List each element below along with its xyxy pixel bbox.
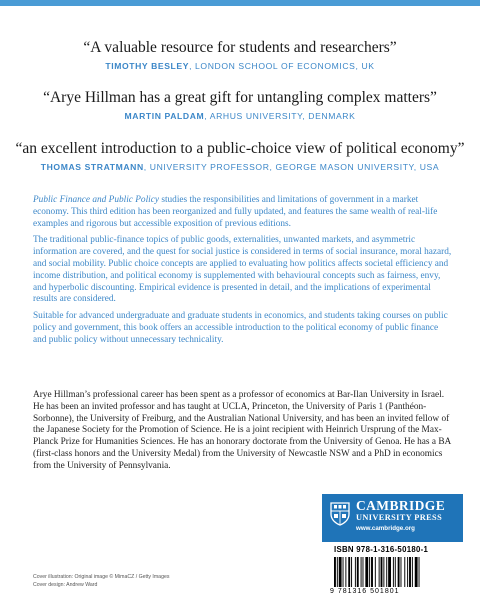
cover-credits — [33, 573, 233, 589]
quote-attribution — [0, 110, 480, 122]
quote-author: THOMAS STRATMANN — [40, 162, 144, 172]
description-paragraph: The traditional public-finance topics of public goods, externalities, unwanted markets, and asymmetric information are covered, and the quest for social justice is considered in terms of social insurance, moral hazard, and social mobility. Public choice concepts are applied to evaluating how politics affects societal efficiency and income distribution, and political economy is supplemented with behavioural concepts such as fairness, envy, and hyperbolic discounting. Empirical evidence is presented in detail, and the implications of experimental results are considered. — [33, 235, 452, 305]
quote-affiliation: , ARHUS UNIVERSITY, DENMARK — [204, 111, 356, 121]
quote-affiliation: , UNIVERSITY PROFESSOR, GEORGE MASON UNIVERSITY, USA — [143, 162, 440, 172]
quote-author: MARTIN PALDAM — [124, 111, 205, 121]
publisher-subname: UNIVERSITY PRESS — [356, 513, 443, 522]
book-description — [33, 195, 453, 352]
university-crest-icon — [330, 502, 350, 526]
publisher-url: www.cambridge.org — [356, 525, 415, 532]
author-bio: Arye Hillman’s professional career has been spent as a professor of economics at Bar-Ilan University in Israel. He has been an invited professor and has taught at UCLA, Princeton, the University of Paris 1 (Panthéon-Sorbonne), the University of Freiburg, and the Australian National University, and has been an invited fellow of the Japanese Society for the Promotion of Science. He is a joint recipient with Heinrich Ursprung of the Max-Planck Prize for Humanities Sciences. He has an honorary doctorate from the University of Genoa. He has a BA (first-class honors and the University Medal) from the University of Newcastle NSW and a PhD in economics from the University of Pennsylvania. — [33, 390, 451, 471]
description-paragraph — [33, 195, 453, 230]
description-text: studies the responsibilities and limitations of government in a market economy. This third edition has been reorganized and fully updated, and features the same wealth of real-life examples and rigorous but accessible exposition of previous editions. — [33, 195, 438, 229]
book-title: Public Finance and Public Policy — [33, 195, 159, 205]
quote-text: “Arye Hillman has a great gift for untangling complex matters” — [43, 89, 437, 106]
quote-text: “A valuable resource for students and researchers” — [83, 39, 397, 56]
barcode-area — [322, 542, 463, 600]
quote-author: TIMOTHY BESLEY — [105, 61, 190, 71]
quote-affiliation: , LONDON SCHOOL OF ECONOMICS, UK — [189, 61, 375, 71]
quote-attribution — [0, 60, 480, 72]
publisher-name: CAMBRIDGE — [356, 498, 446, 513]
illustration-credit: Cover illustration: Original image © MimaCZ / Getty Images — [33, 574, 170, 580]
barcode-digits: 9 781316 501801 — [330, 588, 400, 595]
description-paragraph: Suitable for advanced undergraduate and graduate students in economics, and students taking courses on public policy and government, this book offers an accessible introduction to the political economy of public finance and public policy without unnecessary technicality. — [33, 311, 448, 345]
publisher-logo — [322, 494, 463, 542]
design-credit: Cover design: Andrew Ward — [33, 582, 98, 588]
isbn-label: ISBN 978-1-316-50180-1 — [334, 545, 429, 554]
quote-text: “an excellent introduction to a public-choice view of political economy” — [15, 140, 465, 157]
endorsement-quote — [0, 88, 480, 122]
endorsement-quote — [0, 139, 480, 173]
quote-attribution — [0, 161, 480, 173]
barcode-icon — [334, 557, 452, 587]
top-accent-bar — [0, 0, 480, 6]
endorsement-quote — [0, 38, 480, 72]
